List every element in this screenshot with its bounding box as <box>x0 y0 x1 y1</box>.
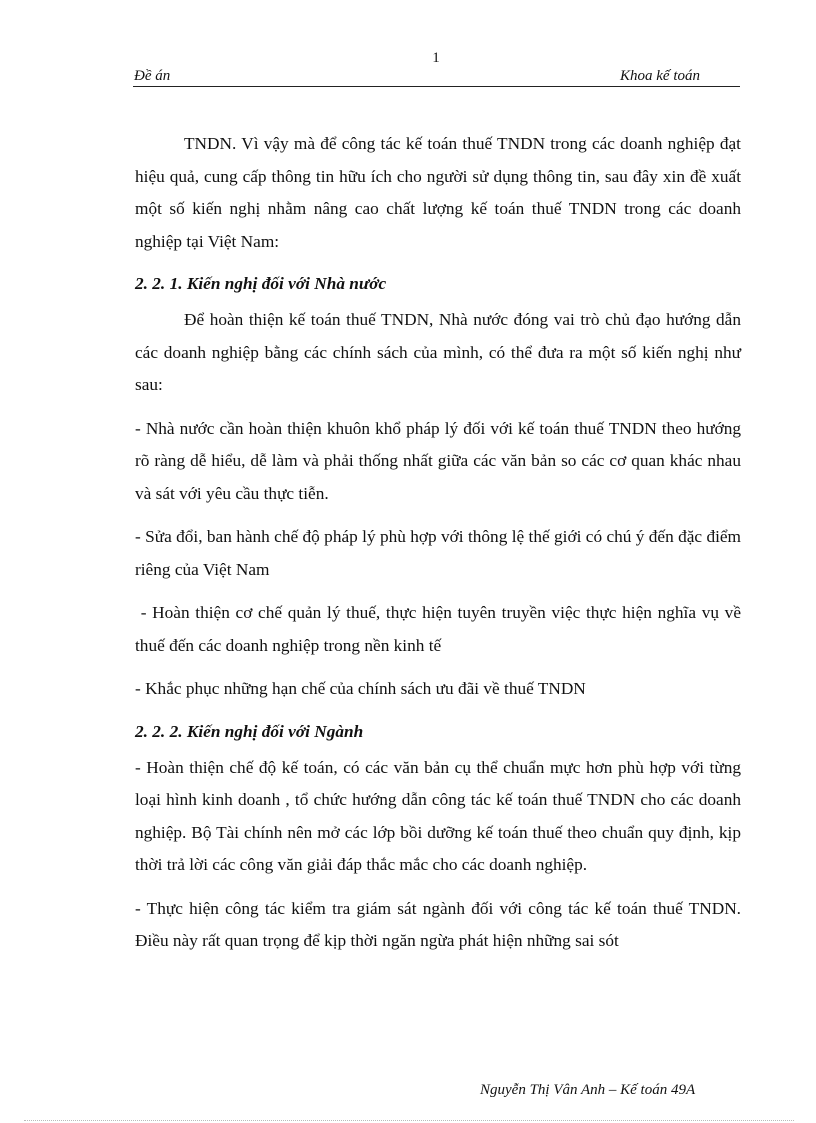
paragraph-amend-regulations: - Sửa đổi, ban hành chế độ pháp lý phù hợp với thông lệ thế giới có chú ý đến đặc điểm riêng của Việt Nam <box>135 527 741 579</box>
page-number: 1 <box>432 50 440 66</box>
page-header <box>133 68 740 87</box>
header-right-text: Khoa kế toán <box>620 68 700 84</box>
paragraph-state-role: Để hoàn thiện kế toán thuế TNDN, Nhà nước đóng vai trò chủ đạo hướng dẫn các doanh nghiệp bằng các chính sách của mình, có thể đưa ra một số kiến nghị như sau: <box>135 310 741 394</box>
section-heading-industry: 2. 2. 2. Kiến nghị đối với Ngành <box>135 721 364 741</box>
header-left-text: Đề án <box>134 68 171 84</box>
paragraph-accounting-regime: - Hoàn thiện chế độ kế toán, có các văn bản cụ thể chuẩn mực hơn phù hợp với từng loại hình kinh doanh , tổ chức hướng dẫn công tác kế toán thuế TNDN cho các doanh nghiệp. Bộ Tài chính nên mở các lớp bồi dưỡng kế toán thuế theo chuẩn quy định, kịp thời trả lời các công văn giải đáp thắc mắc cho các doanh nghiệp. <box>135 757 741 874</box>
section-heading-state: 2. 2. 1. Kiến nghị đối với Nhà nước <box>135 274 387 293</box>
page-footer: Nguyễn Thị Vân Anh – Kế toán 49A <box>480 1082 696 1098</box>
paragraph-incentive-limits: - Khắc phục những hạn chế của chính sách ưu đãi về thuế TNDN <box>135 679 586 698</box>
document-body <box>135 128 746 958</box>
paragraph-tax-management: - Hoàn thiện cơ chế quản lý thuế, thực hiện tuyên truyền việc thực hiện nghĩa vụ về thuế đến các doanh nghiệp trong nền kinh tế <box>135 603 746 655</box>
paragraph-inspection: - Thực hiện công tác kiểm tra giám sát ngành đối với công tác kế toán thuế TNDN. Điều này rất quan trọng để kịp thời ngăn ngừa phát hiện những sai sót <box>135 898 741 950</box>
paragraph-intro: TNDN. Vì vậy mà để công tác kế toán thuế TNDN trong các doanh nghiệp đạt hiệu quả, cung cấp thông tin hữu ích cho người sử dụng thông tin, sau đây xin đề xuất một số kiến nghị nhằm nâng cao chất lượng kế toán thuế TNDN trong các doanh nghiệp tại Việt Nam: <box>135 134 741 251</box>
page-bottom-divider <box>24 1120 794 1121</box>
paragraph-legal-framework: - Nhà nước cần hoàn thiện khuôn khổ pháp lý đối với kế toán thuế TNDN theo hướng rõ ràng dễ hiểu, dễ làm và phải thống nhất giữa các văn bản so các cơ quan khác nhau và sát với yêu cầu thực tiễn. <box>135 418 741 503</box>
